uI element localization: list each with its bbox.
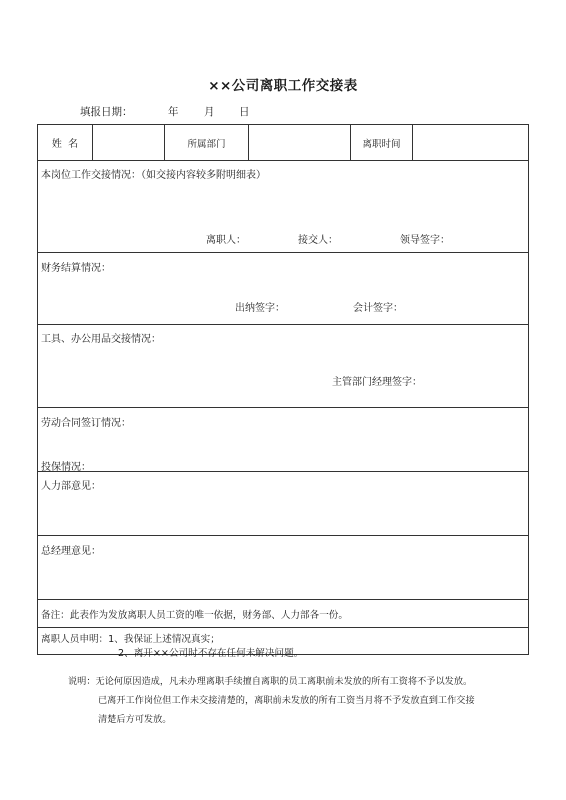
note-line2: 已离开工作岗位但工作未交接清楚的，离职前未发放的所有工资当月将不予发放直到工作交接 (98, 695, 475, 706)
note-line3: 清楚后方可发放。 (98, 714, 172, 725)
date-day: 日 (239, 106, 250, 118)
receiver-sign-label: 接交人： (298, 235, 338, 246)
handover-form-table (37, 124, 529, 659)
dept-value-cell[interactable] (248, 125, 350, 160)
finance-label: 财务结算情况： (41, 263, 111, 274)
declaration-row (38, 627, 528, 659)
declaration-line1: 离职人员申明：1、我保证上述情况真实； (41, 634, 220, 645)
accountant-sign-label: 会计签字： (353, 303, 403, 314)
cashier-sign-label: 出纳签字： (235, 303, 285, 314)
leave-time-label: 离职时间 (350, 125, 412, 160)
header-row (38, 125, 528, 160)
leave-time-value-cell[interactable] (412, 125, 530, 160)
hr-opinion-label: 人力部意见： (41, 481, 101, 492)
name-label: 姓 名 (51, 139, 79, 150)
remark-text: 备注：此表作为发放离职人员工资的唯一依据，财务部、人力部各一份。 (41, 610, 348, 621)
note-line1: 说明：无论何原因造成，凡未办理离职手续擅自离职的员工离职前未发放的所有工资将不予以发放。 (68, 676, 473, 687)
finance-section (38, 252, 528, 324)
hr-opinion-section (38, 471, 528, 535)
contract-section (38, 407, 528, 471)
tools-label: 工具、办公用品交接情况： (41, 334, 161, 345)
tools-section (38, 324, 528, 407)
date-month: 月 (204, 106, 215, 118)
leader-sign-label: 领导签字： (400, 235, 450, 246)
declaration-line2: 2、离开××公司时不存在任何未解决问题。 (118, 648, 304, 659)
insurance-label: 投保情况： (41, 462, 91, 473)
gm-opinion-section (38, 535, 528, 599)
date-year: 年 (168, 106, 179, 118)
date-label: 填报日期： (80, 106, 133, 118)
remark-row (38, 599, 528, 627)
handover-section (38, 160, 528, 252)
contract-label: 劳动合同签订情况： (41, 418, 131, 429)
gm-opinion-label: 总经理意见： (41, 546, 101, 557)
dept-label: 所属部门 (164, 125, 248, 160)
leaver-sign-label: 离职人： (206, 235, 246, 246)
handover-label: 本岗位工作交接情况：（如交接内容较多附明细表） (41, 170, 266, 181)
manager-sign-label: 主管部门经理签字： (332, 377, 422, 388)
form-title: ××公司离职工作交接表 (208, 78, 358, 94)
name-value-cell[interactable] (92, 125, 164, 160)
